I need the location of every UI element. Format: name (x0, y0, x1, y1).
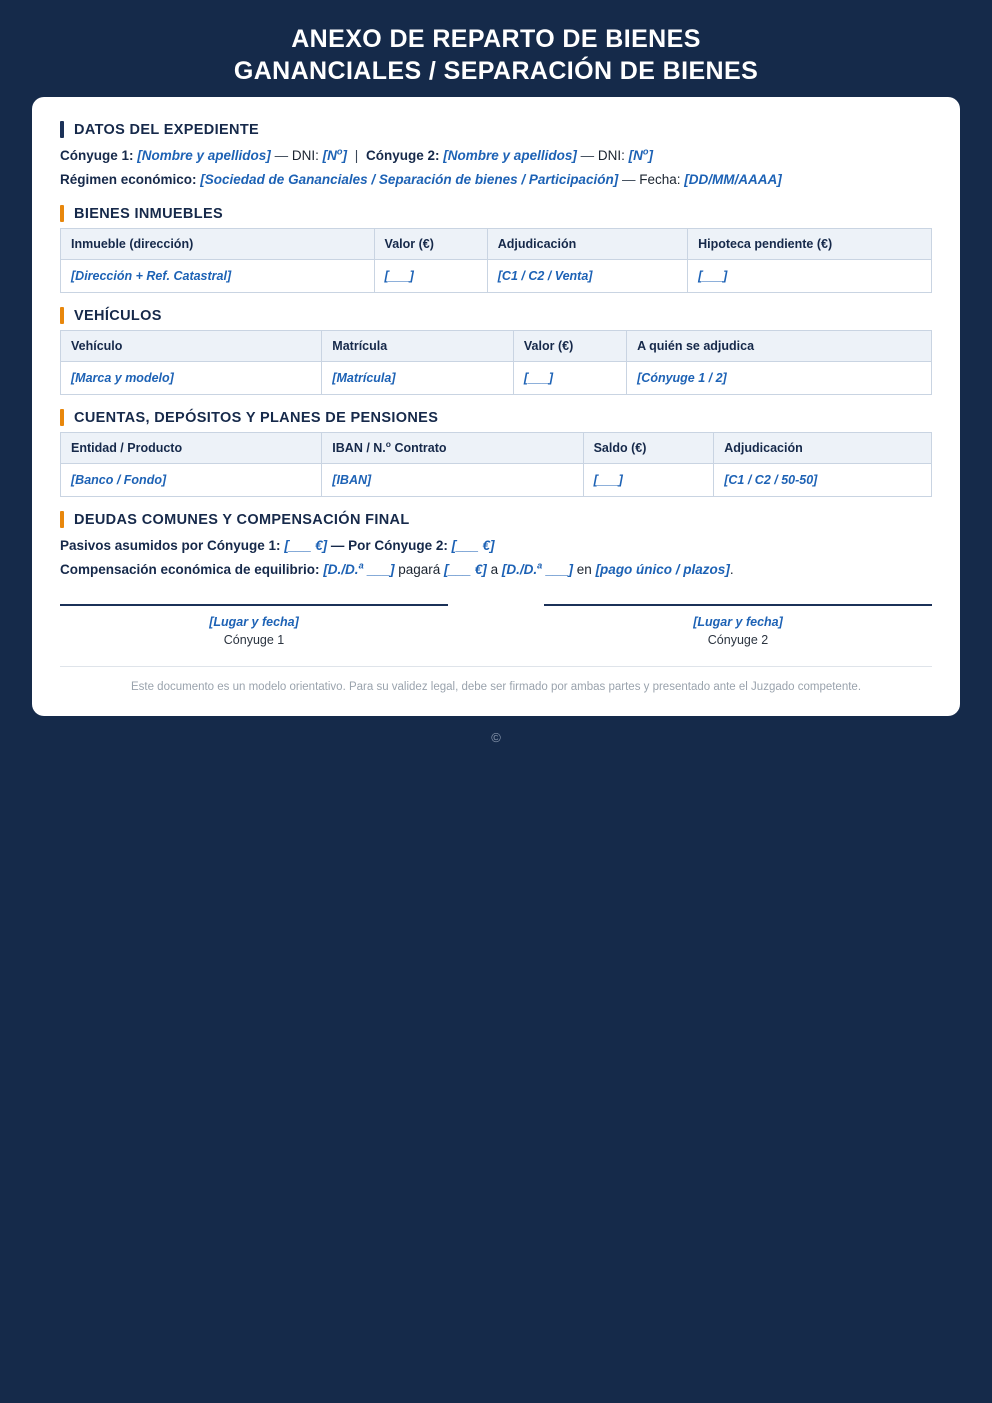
signature-block-spouse1 (60, 604, 448, 651)
pipe-separator: | (354, 148, 359, 163)
section-title-cuentas: CUENTAS, DEPÓSITOS Y PLANES DE PENSIONES (74, 409, 439, 426)
fecha-value[interactable]: [DD/MM/AAAA] (684, 171, 782, 187)
section-title-vehiculos: VEHÍCULOS (74, 307, 162, 324)
table-head (61, 433, 932, 464)
signature-block-spouse2 (544, 604, 932, 651)
table-row (61, 464, 932, 497)
spouse2-dni-label: DNI: (597, 148, 625, 163)
compensacion-mode-value[interactable]: [pago único / plazos] (595, 561, 730, 577)
column-header: Valor (€) (513, 331, 626, 362)
spouse1-name-value[interactable]: [Nombre y apellidos] (137, 148, 271, 163)
regimen-label: Régimen económico: (60, 171, 197, 187)
section-title-deudas: DEUDAS COMUNES Y COMPENSACIÓN FINAL (74, 511, 410, 528)
legal-disclaimer-note: Este documento es un modelo orientativo. Para su validez legal, debe ser firmado por ambas partes y presentado ante el Juzgado competente. (130, 681, 862, 693)
table-vehiculos (60, 330, 932, 395)
column-header: Hipoteca pendiente (€) (688, 229, 932, 260)
section-accent-bar-icon (60, 307, 64, 324)
signature-line (544, 604, 932, 606)
signature-owner-label: Cónyuge 2 (707, 633, 769, 648)
compensacion-payer-value[interactable]: [D./D.$^a$ ___] (323, 560, 395, 577)
column-header: Vehículo (61, 331, 322, 362)
page-title (40, 24, 952, 87)
signature-area (60, 604, 932, 651)
section-accent-bar-icon (60, 121, 64, 138)
compensacion-preposition: a (490, 561, 499, 577)
page-title-line-2: GANANCIALES / SEPARACIÓN DE BIENES (233, 56, 759, 85)
compensacion-payee-value[interactable]: [D./D.$^a$ ___] (501, 560, 573, 577)
section-title-expediente: DATOS DEL EXPEDIENTE (74, 121, 260, 138)
section-header-inmuebles (60, 205, 932, 222)
table-header-row (61, 433, 932, 464)
column-header: IBAN / N.$^o$ Contrato (322, 433, 583, 464)
column-header: Valor (€) (374, 229, 487, 260)
signature-place-date[interactable]: [Lugar y fecha] (209, 614, 299, 629)
section-title-inmuebles: BIENES INMUEBLES (74, 205, 224, 222)
spouse1-label: Cónyuge 1: (60, 148, 134, 163)
table-cell[interactable]: [___] (513, 362, 626, 395)
compensacion-period: . (729, 561, 734, 577)
table-cell[interactable]: [C1 / C2 / 50-50] (714, 464, 932, 497)
table-inmuebles (60, 228, 932, 293)
table-cell[interactable]: [Cónyuge 1 / 2] (627, 362, 932, 395)
table-cell[interactable]: [___] (583, 464, 714, 497)
pasivos-spouse2-label: Por Cónyuge 2: (348, 538, 448, 554)
regimen-line (60, 168, 932, 192)
table-cuentas (60, 432, 932, 497)
table-row (61, 260, 932, 293)
spouse2-label: Cónyuge 2: (366, 148, 440, 163)
footer-divider (60, 666, 932, 667)
table-head (61, 331, 932, 362)
copyright-label: © (491, 730, 501, 746)
spouse1-dni-value[interactable]: $[N^o]$ (322, 146, 347, 163)
signature-owner-label: Cónyuge 1 (223, 633, 285, 648)
signature-place-date[interactable]: [Lugar y fecha] (693, 614, 783, 629)
table-body (61, 464, 932, 497)
spouse2-name-value[interactable]: [Nombre y apellidos] (443, 148, 577, 163)
column-header: Entidad / Producto (61, 433, 322, 464)
column-header: Inmueble (dirección) (61, 229, 375, 260)
document-card (32, 97, 960, 716)
pasivos-line (60, 534, 932, 558)
pasivos-spouse2-value[interactable]: [___ €] (451, 538, 495, 554)
dash-separator-3: — (621, 171, 636, 187)
regimen-value[interactable]: [Sociedad de Gananciales / Separación de bienes / Participación] (200, 171, 619, 187)
section-accent-bar-icon (60, 409, 64, 426)
section-header-vehiculos (60, 307, 932, 324)
table-cell[interactable]: [Matrícula] (322, 362, 514, 395)
section-accent-bar-icon (60, 511, 64, 528)
fecha-label: Fecha: (639, 171, 681, 187)
compensacion-preposition-2: en (576, 561, 592, 577)
section-header-cuentas (60, 409, 932, 426)
compensacion-line (60, 558, 932, 582)
column-header: Adjudicación (487, 229, 687, 260)
column-header: Adjudicación (714, 433, 932, 464)
table-cell[interactable]: [IBAN] (322, 464, 583, 497)
compensacion-amount-value[interactable]: [___ €] (444, 561, 487, 577)
table-cell[interactable]: [C1 / C2 / Venta] (487, 260, 687, 293)
section-accent-bar-icon (60, 205, 64, 222)
table-head (61, 229, 932, 260)
spouse2-dni-value[interactable]: $[N^o]$ (628, 146, 653, 163)
table-cell[interactable]: [___] (374, 260, 487, 293)
table-body (61, 362, 932, 395)
column-header: A quién se adjudica (627, 331, 932, 362)
section-header-expediente (60, 121, 932, 138)
table-row (61, 362, 932, 395)
column-header: Saldo (€) (583, 433, 714, 464)
table-header-row (61, 331, 932, 362)
table-body (61, 260, 932, 293)
table-cell[interactable]: [___] (688, 260, 932, 293)
table-header-row (61, 229, 932, 260)
spouse1-dni-label: DNI: (291, 148, 319, 163)
compensacion-label: Compensación económica de equilibrio: (60, 561, 320, 577)
table-cell[interactable]: [Banco / Fondo] (61, 464, 322, 497)
table-cell[interactable]: [Marca y modelo] (61, 362, 322, 395)
dash-separator-2: — (580, 148, 595, 163)
dash-separator: — (274, 148, 289, 163)
pasivos-dash: — (330, 538, 345, 554)
section-header-deudas (60, 511, 932, 528)
document-header (0, 0, 992, 97)
table-cell[interactable]: [Dirección + Ref. Catastral] (61, 260, 375, 293)
pasivos-spouse1-label: Pasivos asumidos por Cónyuge 1: (60, 538, 281, 554)
page-title-line-1: ANEXO DE REPARTO DE BIENES (291, 25, 701, 53)
compensacion-verb: pagará (398, 561, 441, 577)
signature-line (60, 604, 448, 606)
pasivos-spouse1-value[interactable]: [___ €] (284, 538, 328, 554)
column-header: Matrícula (322, 331, 514, 362)
spouses-line (60, 144, 932, 168)
